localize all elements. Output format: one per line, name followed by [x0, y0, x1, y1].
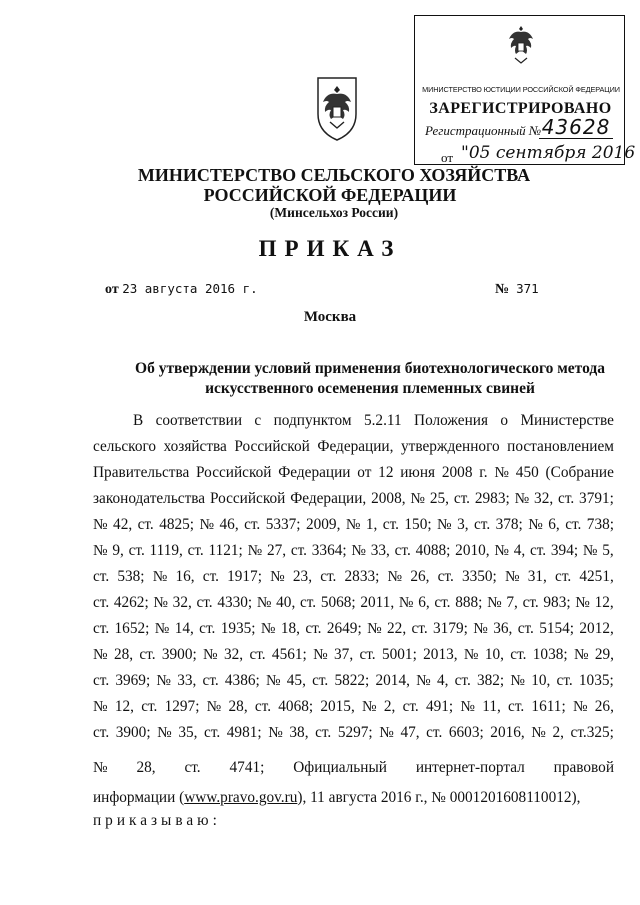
body-word: ст. [312, 672, 329, 689]
body-word: 1121; [208, 542, 243, 559]
body-word: 32, [223, 646, 244, 663]
body-word: 1935; [220, 620, 256, 637]
body-word: от [357, 464, 372, 481]
body-word: ст. [315, 724, 332, 741]
body-word: 22, [387, 620, 407, 637]
body-word: № [437, 516, 452, 533]
body-word: ст. [529, 542, 547, 559]
body-line [93, 697, 614, 717]
body-word: 45, [286, 672, 306, 689]
body-word: ст. [93, 724, 110, 741]
body-word: 382; [476, 672, 505, 689]
body-word: В [133, 412, 144, 429]
body-word: ст. [254, 698, 272, 715]
body-word: Российской [234, 438, 310, 455]
body-word: № [268, 724, 283, 741]
body-word: 3969; [115, 672, 151, 689]
body-word: ст. [299, 594, 317, 611]
body-word: 12, [594, 594, 614, 611]
body-word: 33, [370, 542, 390, 559]
body-word: постановлением [507, 438, 614, 455]
body-word: ст. [128, 542, 145, 559]
body-word: 888; [455, 594, 483, 611]
body-word: 491; [425, 698, 454, 715]
body-word: 4561; [271, 646, 307, 663]
body-word: Российской [196, 464, 272, 481]
body-last-after: ), 11 августа 2016 г., № 0001201608110012), [297, 789, 581, 806]
order-number [495, 281, 539, 298]
body-word: 28, [113, 646, 134, 663]
ministry-name-line1: МИНИСТЕРСТВО СЕЛЬСКОГО ХОЗЯЙСТВА [137, 165, 531, 185]
body-word: 2, [552, 724, 564, 741]
body-word: ст. [93, 568, 110, 585]
body-word: 28, [228, 698, 248, 715]
subject-line1: Об утверждении условий применения биотехнологического метода [135, 360, 605, 377]
body-word: ст. [93, 594, 110, 611]
body-word: № [487, 594, 502, 611]
body-word: № [199, 516, 215, 533]
body-word: 4825; [159, 516, 195, 533]
body-word: 42, [113, 516, 133, 533]
body-word: № [410, 490, 426, 507]
body-word: № [156, 672, 172, 689]
body-word: 11, [482, 698, 501, 715]
body-word: 5154; [539, 620, 575, 637]
body-word: 5068; [320, 594, 356, 611]
body-word: ст. [522, 594, 539, 611]
body-word: ст. [305, 620, 322, 637]
body-word: 10, [531, 672, 551, 689]
stamp-reg-number: 43628 [539, 116, 613, 139]
body-line [93, 463, 614, 483]
body-word: г. [479, 464, 488, 481]
body-word: подпунктом [273, 412, 352, 429]
body-word: 1035; [578, 672, 614, 689]
body-word: 40, [276, 594, 296, 611]
body-word: 538; [117, 568, 145, 585]
body-word: 4, [436, 672, 449, 689]
body-word: ст. [453, 490, 471, 507]
body-word: 27, [266, 542, 287, 559]
body-word: 1, [365, 516, 378, 533]
body-word: Федерации [278, 464, 351, 481]
stamp-registered-label: ЗАРЕГИСТРИРОВАНО [429, 100, 612, 117]
body-word: 1917; [227, 568, 262, 585]
body-word: 2012, [579, 620, 614, 637]
body-word: ст. [359, 646, 376, 663]
body-word: ст. [437, 568, 454, 585]
body-line [93, 619, 614, 639]
body-word: № [573, 646, 589, 663]
body-word: № [270, 568, 285, 585]
body-word: № [345, 516, 361, 533]
body-word: 26, [594, 698, 614, 715]
body-word: № [260, 620, 276, 637]
body-line [93, 645, 614, 665]
body-word: 4981; [226, 724, 262, 741]
body-word: 450 [515, 464, 539, 481]
body-word: № [93, 542, 108, 559]
body-word: 2008, [371, 490, 406, 507]
body-word: 29, [594, 646, 614, 663]
body-word: ст. [290, 542, 307, 559]
body-word: № [367, 620, 382, 637]
body-word: ст. [244, 516, 261, 533]
body-word: соответствии [155, 412, 243, 429]
body-word: № [362, 698, 377, 715]
body-word: № [531, 724, 546, 741]
body-word: ст. [93, 672, 110, 689]
body-word: Министерстве [520, 412, 614, 429]
body-word: № [387, 568, 403, 585]
body-word: № [463, 646, 479, 663]
body-word: № [473, 620, 488, 637]
body-word: 2009, [305, 516, 341, 533]
order-date-value: 23 августа 2016 г. [122, 281, 258, 296]
body-line [93, 437, 614, 457]
body-word: ст. [320, 568, 337, 585]
body-word: 7, [506, 594, 518, 611]
body-word: ст. [508, 698, 525, 715]
order-number-prefix: № [495, 282, 510, 297]
body-word: № [510, 672, 525, 689]
body-word: № [416, 672, 431, 689]
body-word: № [351, 542, 366, 559]
body-word: ст.325; [570, 724, 614, 741]
order-title: ПРИКАЗ [258, 236, 402, 261]
body-word: сельского [93, 438, 157, 455]
stamp-emblem [503, 22, 539, 70]
body-word: № [265, 672, 281, 689]
body-word: 1297; [164, 698, 200, 715]
body-word: ст. [93, 620, 110, 637]
stamp-date-value: "05 сентября 2016 [461, 143, 636, 163]
body-word: 1652; [114, 620, 150, 637]
body-word: 738; [586, 516, 614, 533]
body-word: № [93, 698, 108, 715]
subject-line2: искусственного осеменения племенных свиней [205, 380, 535, 397]
body-word: 12 [378, 464, 394, 481]
body-word: № [575, 594, 590, 611]
body-word: Федерации, [317, 438, 394, 455]
body-word: ст. [202, 568, 219, 585]
body-word: интернет-портал [415, 759, 525, 776]
city: Москва [303, 309, 357, 325]
body-word: о [500, 412, 509, 429]
body-word: 3, [457, 516, 469, 533]
body-word: 9, [112, 542, 124, 559]
body-word: 12, [114, 698, 134, 715]
body-word: ст. [556, 672, 573, 689]
stamp-reg-label: Регистрационный № [425, 123, 542, 138]
body-word: 4, [513, 542, 526, 559]
body-word: № [460, 698, 475, 715]
body-word: 394; [550, 542, 579, 559]
body-word: № [93, 759, 108, 776]
body-word: 3791; [579, 490, 614, 507]
ministry-short-name: (Минсельхоз России) [269, 205, 399, 220]
body-word: 2016, [490, 724, 525, 741]
body-word: 16, [175, 568, 195, 585]
body-word: ст. [510, 646, 527, 663]
body-word: ст. [426, 724, 443, 741]
body-word: ст. [196, 594, 213, 611]
body-word: ст. [555, 568, 572, 585]
body-word: 3364; [311, 542, 347, 559]
body-word: 1611; [531, 698, 566, 715]
body-word: 2, [383, 698, 396, 715]
order-date [105, 281, 258, 298]
body-word: № [494, 464, 510, 481]
body-word: правовой [553, 759, 614, 776]
body-word: ст. [141, 698, 158, 715]
body-word: 14, [174, 620, 194, 637]
body-word: ст. [139, 646, 156, 663]
body-word: № [154, 620, 170, 637]
body-word: 2014, [375, 672, 410, 689]
body-last-before: информации ( [93, 789, 185, 806]
body-word: ст. [184, 759, 201, 776]
body-word: № [514, 490, 530, 507]
body-word: № [313, 646, 328, 663]
body-word: 2983; [474, 490, 510, 507]
body-word: № [93, 646, 108, 663]
body-word: 5, [602, 542, 614, 559]
body-word: 983; [543, 594, 571, 611]
body-word: 6, [548, 516, 560, 533]
body-word: 2015, [320, 698, 355, 715]
body-word: 35, [178, 724, 198, 741]
body-word: 2649; [326, 620, 362, 637]
body-word: 3900; [115, 724, 151, 741]
body-word: 5001; [381, 646, 417, 663]
body-word: 1038; [532, 646, 568, 663]
body-word: 4262; [113, 594, 149, 611]
body-word: 2010, [455, 542, 490, 559]
body-line [133, 411, 614, 431]
body-word: 25, [429, 490, 449, 507]
body-line [93, 723, 614, 743]
body-word: 23, [292, 568, 313, 585]
body-word: ст. [249, 646, 266, 663]
body-word: ст. [474, 516, 491, 533]
body-word: хозяйства [163, 438, 227, 455]
body-word: ст. [402, 698, 419, 715]
body-word: законодательства [93, 490, 206, 507]
body-word: ст. [137, 516, 154, 533]
body-word: 5822; [334, 672, 370, 689]
stamp-ministry-name: МИНИСТЕРСТВО ЮСТИЦИИ РОССИЙСКОЙ ФЕДЕРАЦИИ [422, 85, 620, 94]
body-word: 3350; [461, 568, 497, 585]
body-word: утвержденного [401, 438, 500, 455]
body-word: ст. [204, 724, 221, 741]
body-word: Федерации, [290, 490, 367, 507]
body-word: 3900; [161, 646, 197, 663]
body-word: (Собрание [545, 464, 614, 481]
body-line-last [93, 788, 614, 808]
body-word: ст. [394, 542, 411, 559]
body-word: 46, [219, 516, 239, 533]
body-word: ст. [565, 516, 582, 533]
body-word: Российской [209, 490, 286, 507]
body-word: ст. [202, 672, 219, 689]
body-word: 4741; [229, 759, 265, 776]
registration-stamp [414, 15, 636, 165]
body-word: 1119, [149, 542, 183, 559]
body-word: ст. [187, 542, 204, 559]
body-word: № [379, 724, 394, 741]
body-line [93, 567, 614, 587]
body-word: № [572, 698, 588, 715]
body-word: № [398, 594, 414, 611]
body-word: № [93, 516, 108, 533]
body-word: ст. [382, 516, 399, 533]
body-word: 4088; [415, 542, 451, 559]
body-word: 32, [534, 490, 554, 507]
coat-of-arms-emblem [314, 74, 360, 142]
order-number-value: 371 [516, 281, 539, 296]
body-word: № [494, 542, 509, 559]
body-line [93, 593, 614, 613]
body-word: 38, [289, 724, 309, 741]
body-word: 3179; [433, 620, 468, 637]
body-word: 28, [136, 759, 156, 776]
source-link[interactable]: www.pravo.gov.ru [184, 789, 298, 806]
body-word: 378; [495, 516, 523, 533]
body-word: 2013, [423, 646, 458, 663]
body-word: 4330; [217, 594, 253, 611]
body-word: 5.2.11 [363, 412, 402, 429]
body-word: 10, [484, 646, 504, 663]
body-word: ст. [517, 620, 534, 637]
body-line [93, 671, 614, 691]
body-line [93, 515, 614, 535]
body-word: с [254, 412, 262, 429]
body-word: 47, [400, 724, 420, 741]
body-word: 33, [177, 672, 197, 689]
body-word: № [206, 698, 222, 715]
ministry-name-line2: РОССИЙСКОЙ ФЕДЕРАЦИИ [203, 185, 457, 205]
body-word: № [203, 646, 218, 663]
body-word: № [152, 568, 168, 585]
stamp-date-prefix: от [441, 150, 454, 165]
body-word: 26, [410, 568, 430, 585]
body-word: № [256, 594, 272, 611]
body-word: 4251, [579, 568, 614, 585]
body-word: 18, [280, 620, 300, 637]
body-word: 6, [418, 594, 430, 611]
body-word: ст. [411, 620, 428, 637]
body-word: 5297; [337, 724, 373, 741]
body-word: 4068; [278, 698, 314, 715]
body-word: июня [400, 464, 436, 481]
body-word: 4386; [224, 672, 260, 689]
body-word: 2008 [441, 464, 473, 481]
body-word: 37, [334, 646, 354, 663]
body-word: 2011, [360, 594, 395, 611]
decree-word: приказываю: [93, 812, 221, 829]
body-word: № [157, 724, 172, 741]
body-word: № [504, 568, 520, 585]
body-word: 36, [493, 620, 513, 637]
body-word: № [247, 542, 263, 559]
body-word: 2833; [344, 568, 380, 585]
body-line [93, 541, 614, 561]
order-date-prefix: от [105, 282, 119, 297]
order-subject [120, 359, 620, 399]
body-word: 5337; [265, 516, 301, 533]
body-word: № [528, 516, 543, 533]
body-word: ст. [434, 594, 451, 611]
body-word: 150; [404, 516, 432, 533]
body-word: № [582, 542, 598, 559]
body-line [93, 489, 614, 509]
body-word: № [153, 594, 168, 611]
body-word: 31, [527, 568, 547, 585]
body-word: Правительства [93, 464, 190, 481]
body-word: Положения [414, 412, 488, 429]
body-word: 32, [172, 594, 192, 611]
body-word: ст. [558, 490, 575, 507]
body-word: 6603; [448, 724, 484, 741]
body-word: Официальный [293, 759, 387, 776]
body-word: ст. [199, 620, 216, 637]
body-line [93, 758, 614, 778]
body-word: ст. [454, 672, 471, 689]
